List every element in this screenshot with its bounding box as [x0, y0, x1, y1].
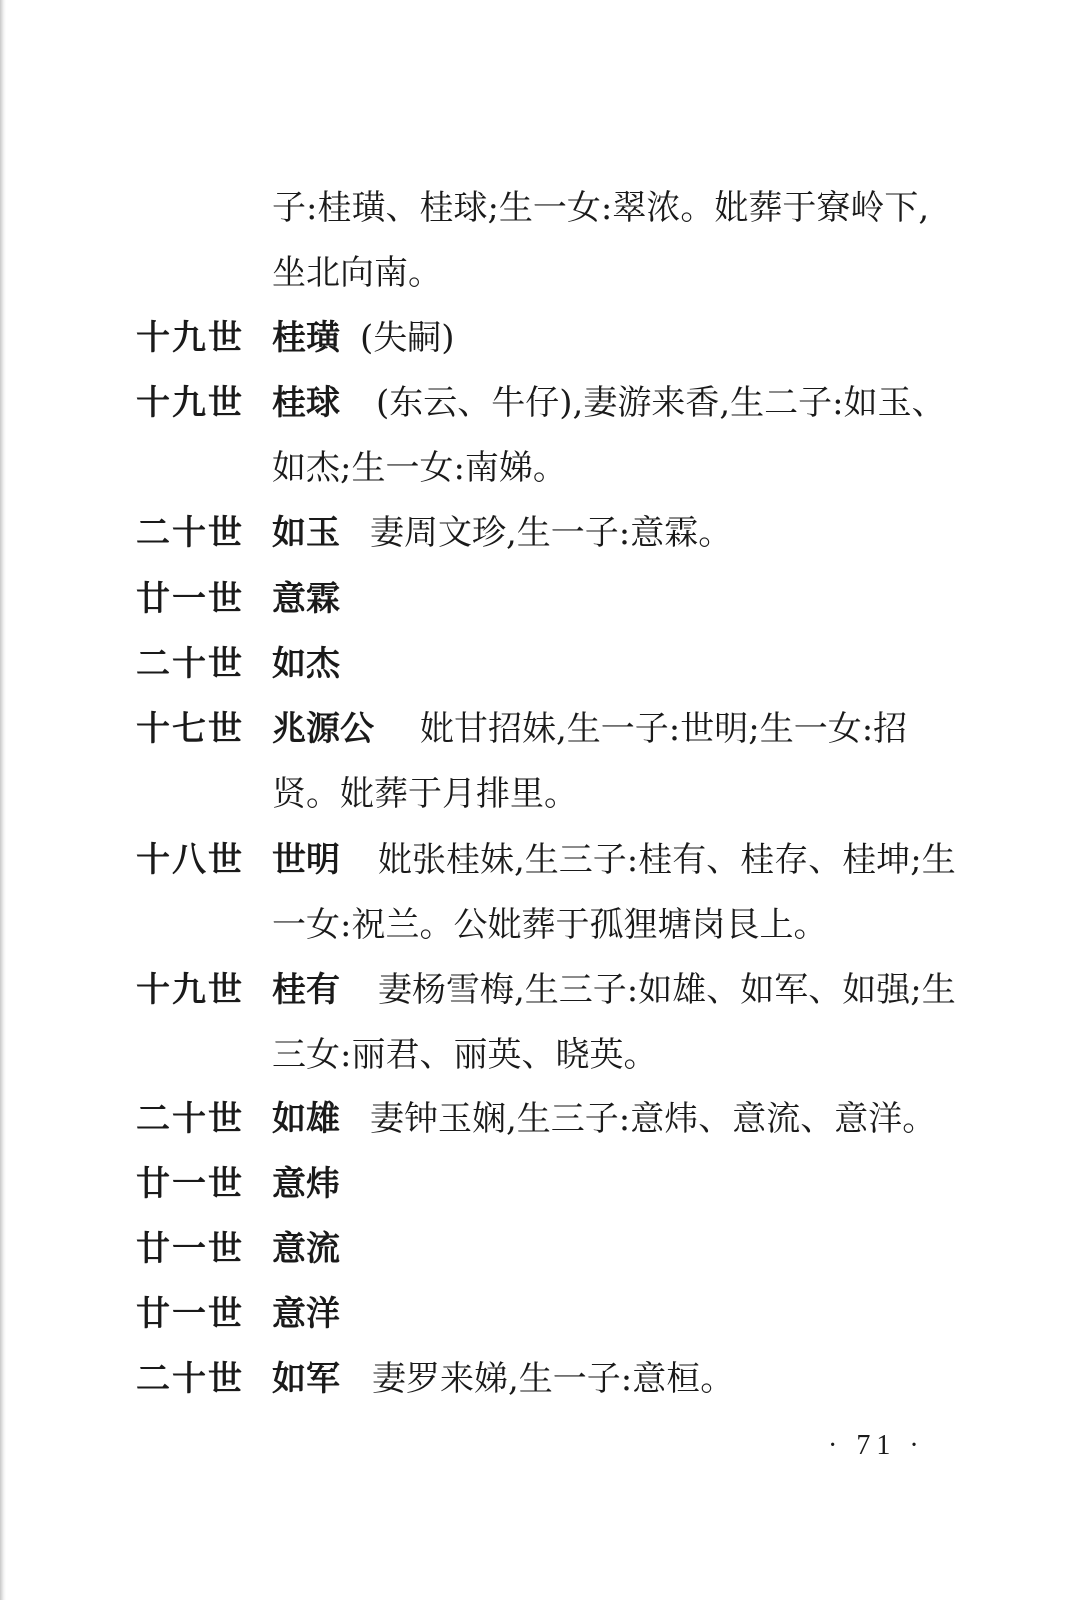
generation-label: 廿一世 — [136, 1294, 244, 1334]
entry-text: 如杰;生一女:南娣。 — [272, 448, 567, 488]
generation-label: 十九世 — [136, 970, 244, 1010]
person-name: 如军 — [272, 1359, 340, 1399]
entry-text: 妻周文珍,生一子:意霖。 — [370, 513, 733, 553]
page-edge-shadow — [0, 0, 6, 1600]
entry-text: 一女:祝兰。公妣葬于孤狸塘岗艮上。 — [272, 905, 828, 945]
entry-text: 妣甘招妹,生一子:世明;生一女:招 — [420, 709, 908, 749]
entry-text: (东云、牛仔),妻游来香,生二子:如玉、 — [376, 383, 946, 423]
generation-label: 二十世 — [136, 1359, 244, 1399]
person-name: 桂球 — [272, 383, 340, 423]
generation-label: 二十世 — [136, 644, 244, 684]
entry-text: 子:桂璜、桂球;生一女:翠浓。妣葬于寮岭下, — [272, 188, 930, 228]
person-name: 如雄 — [272, 1099, 340, 1139]
person-name: 兆源公 — [272, 709, 374, 749]
person-name: 意洋 — [272, 1294, 340, 1334]
generation-label: 廿一世 — [136, 1164, 244, 1204]
person-name: 意炜 — [272, 1164, 340, 1204]
generation-label: 十九世 — [136, 318, 244, 358]
entry-text: 贤。妣葬于月排里。 — [272, 774, 578, 814]
generation-label: 廿一世 — [136, 579, 244, 619]
entry-text: 妣张桂妹,生三子:桂有、桂存、桂坤;生 — [378, 840, 956, 880]
person-name: 桂有 — [272, 970, 340, 1010]
entry-text: 三女:丽君、丽英、晓英。 — [272, 1035, 658, 1075]
generation-label: 二十世 — [136, 513, 244, 553]
person-name: 意流 — [272, 1229, 340, 1269]
page-number: · 71 · — [828, 1430, 925, 1461]
person-name: 世明 — [272, 840, 340, 880]
entry-text: 妻杨雪梅,生三子:如雄、如军、如强;生 — [378, 970, 956, 1010]
generation-label: 十七世 — [136, 709, 244, 749]
person-name: 桂璜 — [272, 318, 340, 358]
entry-text: 坐北向南。 — [272, 253, 442, 293]
generation-label: 二十世 — [136, 1099, 244, 1139]
generation-label: 十八世 — [136, 840, 244, 880]
entry-text: 妻罗来娣,生一子:意桓。 — [372, 1359, 735, 1399]
person-name: 如杰 — [272, 644, 340, 684]
entry-text: 妻钟玉娴,生三子:意炜、意流、意洋。 — [370, 1099, 937, 1139]
person-name: 如玉 — [272, 513, 340, 553]
person-name: 意霖 — [272, 579, 340, 619]
entry-text: (失嗣) — [360, 318, 455, 358]
generation-label: 廿一世 — [136, 1229, 244, 1269]
generation-label: 十九世 — [136, 383, 244, 423]
